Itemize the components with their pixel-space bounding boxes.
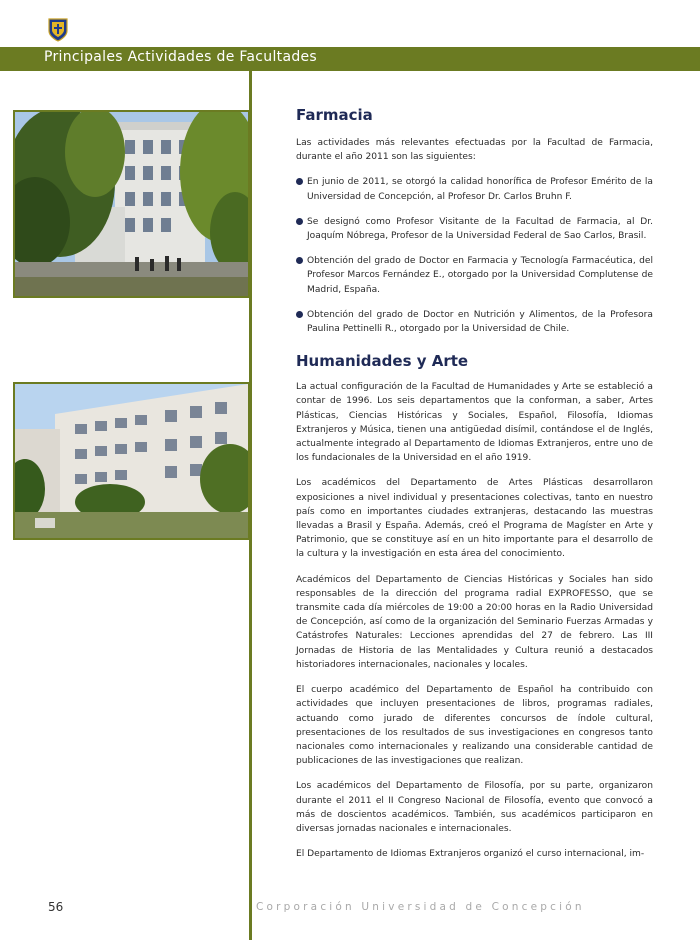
bullet-text: Se designó como Profesor Visitante de la Facultad de Farmacia, al Dr. Joaquím Nóbrega, Profesor de la Universidad Federal de Sao Carlos, Brasil.	[307, 216, 653, 242]
list-item	[296, 215, 653, 243]
bullet-icon	[296, 257, 303, 264]
page-number: 56	[48, 900, 64, 914]
page-title: Principales Actividades de Facultades	[44, 49, 318, 65]
humanidades-paragraph: Académicos del Departamento de Ciencias Históricas y Sociales han sido responsables de la dirección del programa radial EXPROFESSO, que se transmite cada día miércoles de 19:00 a 20:00 horas en la Radio Universidad de Concepción, así como de la organización del Seminario Fuerzas Armadas y Catástrofes Naturales: Lecciones aprendidas del 27 de febrero. Las III Jornadas de Historia de las Mentalidades y Cultura reunió a destacados historiadores internacionales, nacionales y locales.	[296, 574, 653, 670]
list-item	[296, 254, 653, 297]
bullet-icon	[296, 178, 303, 185]
bullet-text: Obtención del grado de Doctor en Nutrición y Alimentos, de la Profesora Paulina Pettinelli R., otorgado por la Universidad de Chile.	[307, 309, 653, 335]
section-title-humanidades: Humanidades y Arte	[296, 352, 469, 371]
humanidades-paragraph: El cuerpo académico del Departamento de Español ha contribuido con actividades que incluyen presentaciones de libros, programas radiales, actuando como jurado de diferentes concursos de índole cultural, presentaciones de los resultados de sus investigaciones en congresos tanto nacionales como internacionales y realizando una considerable cantidad de publicaciones de las investigaciones que realizan.	[296, 685, 653, 767]
humanidades-paragraph: La actual configuración de la Facultad de Humanidades y Arte se estableció a contar de 1996. Los seis departamentos que la conforman, a saber, Artes Plásticas, Ciencias Históricas y Sociales, Español, Filosofía, Idiomas Extranjeros y Música, tienen una antigüedad disímil, contándose el de Inglés, actualmente integrado al Departamento de Idiomas Extranjeros, entre uno de los fundacionales de la Universidad en el año 1919.	[296, 382, 653, 464]
bullet-icon	[296, 218, 303, 225]
university-logo	[48, 18, 68, 42]
bullet-text: Obtención del grado de Doctor en Farmacia y Tecnología Farmacéutica, del Profesor Marcos Fernández E., otorgado por la Universidad Complutense de Madrid, España.	[307, 256, 653, 295]
humanidades-paragraph: Los académicos del Departamento de Filosofía, por su parte, organizaron durante el 2011 el II Congreso Nacional de Filosofía, evento que convocó a más de doscientos académicos. También, sus académicos participaron en diversas jornadas nacionales e internacionales.	[296, 781, 653, 834]
humanidades-paragraph: Los académicos del Departamento de Artes Plásticas desarrollaron exposiciones a nivel individual y presentaciones colectivas, tanto en nuestro país como en importantes ciudades extranjeras, destacando las muestras llevadas a Brasil y España. Además, creó el Programa de Magíster en Arte y Patrimonio, que se constituye así en un hito importante para el desarrollo de la cultura y la investigación en esta área del conocimiento.	[296, 478, 653, 560]
farmacia-intro: Las actividades más relevantes efectuadas por la Facultad de Farmacia, durante el año 2011 son las siguientes:	[296, 138, 653, 163]
humanidades-paragraph: El Departamento de Idiomas Extranjeros organizó el curso internacional, im-	[296, 849, 645, 860]
main-content	[296, 106, 653, 872]
bullet-icon	[296, 311, 303, 318]
list-item	[296, 175, 653, 203]
bullet-text: En junio de 2011, se otorgó la calidad honorífica de Profesor Emérito de la Universidad de Concepción, al Profesor Dr. Carlos Bruhn F.	[307, 177, 653, 202]
list-item	[296, 308, 653, 336]
farmacia-building-photo	[13, 110, 250, 298]
section-title-farmacia: Farmacia	[296, 106, 373, 124]
humanidades-building-photo	[13, 382, 250, 540]
footer-text: Corporación Universidad de Concepción	[256, 901, 585, 913]
